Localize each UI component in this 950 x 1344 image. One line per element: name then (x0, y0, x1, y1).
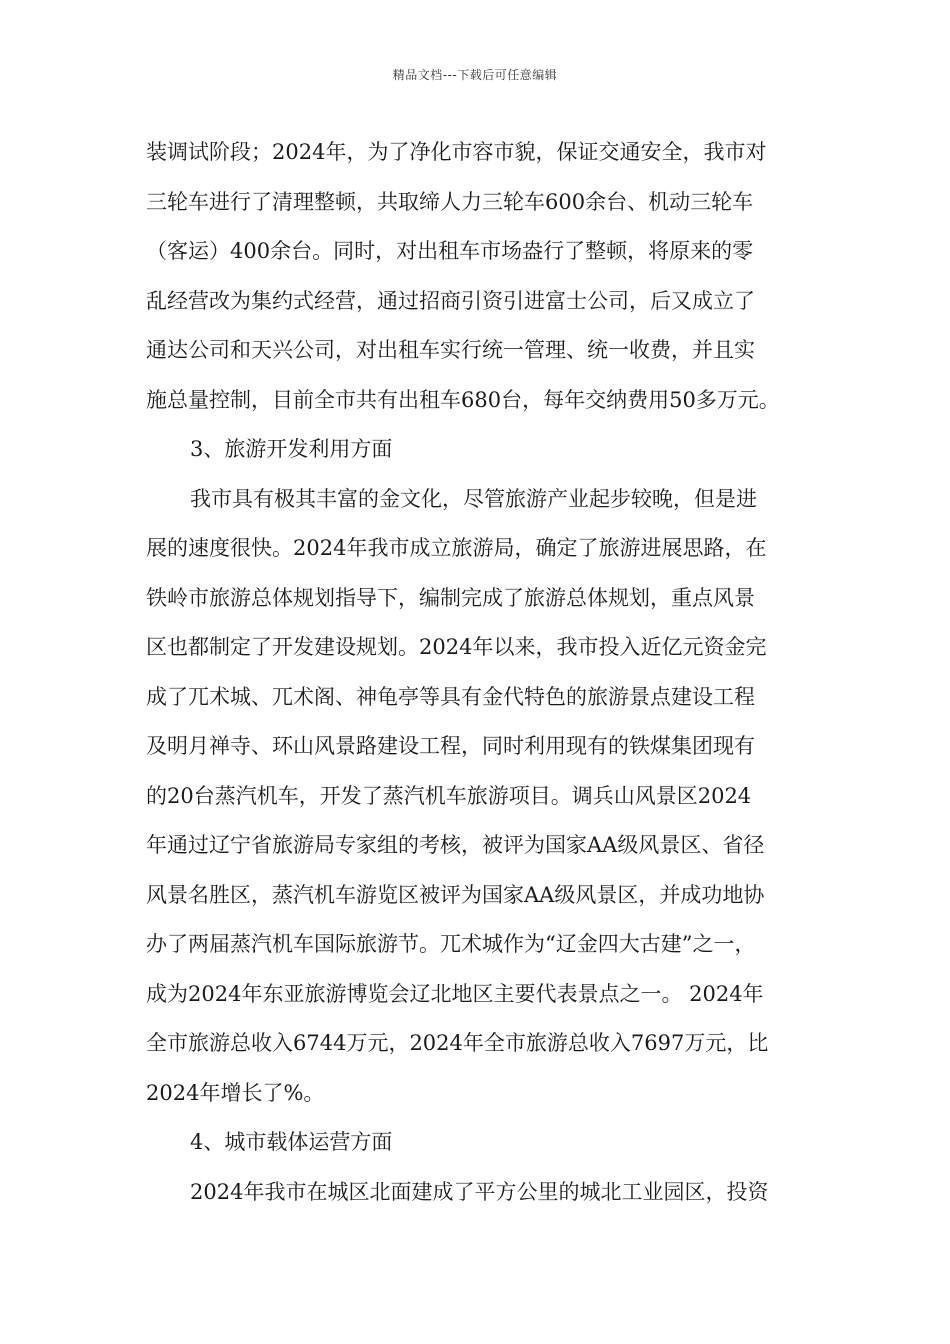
text-line: 全市旅游总收入6744万元，2024年全市旅游总收入7697万元，比 (146, 1031, 769, 1055)
text-line: 施总量控制，目前全市共有出租车680台，每年交纳费用50多万元。 (146, 387, 780, 412)
page-header: 精品文档---下载后可任意编辑 (392, 68, 558, 82)
text-line: 2024年增长了%。 (146, 1080, 325, 1105)
document-body (146, 128, 826, 1217)
text-line: 办了两届蒸汽机车国际旅游节。兀术城作为“辽金四大古建”之一， (146, 932, 756, 956)
text-line: 区也都制定了开发建设规划。2024年以来，我市投入近亿元资金完 (146, 635, 767, 659)
text-line: 通达公司和天兴公司，对出租车实行统一管理、统一收费，并且实 (146, 338, 755, 362)
text-line: 装调试阶段；2024年，为了净化市容市貌，保证交通安全，我市对 (146, 140, 767, 164)
text-line: （客运）400余台。同时，对出租车市场盎行了整顿，将原来的零 (146, 239, 754, 263)
text-line: 成了兀术城、兀术阁、神龟亭等具有金代特色的旅游景点建设工程 (146, 684, 755, 709)
text-line: 铁岭市旅游总体规划指导下，编制完成了旅游总体规划，重点风景 (146, 585, 755, 610)
text-line: 及明月禅寺、环山风景路建设工程，同时利用现有的铁煤集团现有 (146, 734, 755, 758)
text-line: 年通过辽宁省旅游局专家组的考核，被评为国家AA级风景区、省径 (146, 833, 765, 857)
text-line: 展的速度很快。2024年我市成立旅游局，确定了旅游进展思路，在 (146, 536, 767, 560)
text-line: 的20台蒸汽机车，开发了蒸汽机车旅游项目。调兵山风景区2024 (146, 783, 752, 808)
text-line: 4、城市载体运营方面 (190, 1130, 393, 1154)
text-line: 成为2024年东亚旅游博览会辽北地区主要代表景点之一。 2024年 (146, 981, 764, 1006)
text-line: 3、旅游开发利用方面 (190, 437, 393, 461)
text-line: 风景名胜区，蒸汽机车游览区被评为国家AA级风景区，并成功地协 (146, 882, 765, 907)
text-line: 我市具有极其丰富的金文化，尽管旅游产业起步较晚，但是进 (190, 486, 757, 511)
text-line: 2024年我市在城区北面建成了平方公里的城北工业园区，投资 (190, 1179, 769, 1204)
text-line: 乱经营改为集约式经营，通过招商引资引进富士公司，后又成立了 (146, 288, 755, 313)
text-line: 三轮车进行了清理整顿，共取缔人力三轮车600余台、机动三轮车 (146, 189, 754, 214)
